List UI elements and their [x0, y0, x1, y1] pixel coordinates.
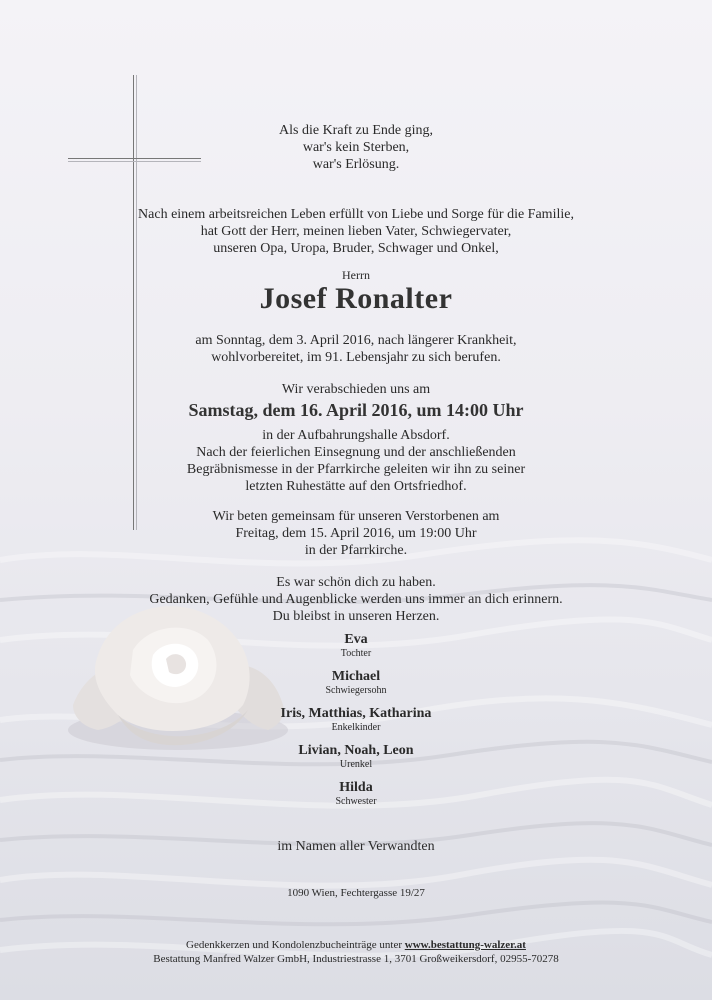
death-info-line: am Sonntag, dem 3. April 2016, nach längerer Krankheit, — [195, 333, 517, 348]
relative-entry — [0, 780, 712, 808]
footer-line-1 — [0, 938, 712, 952]
relative-name: Livian, Noah, Leon — [298, 743, 414, 758]
prayer-line: Wir beten gemeinsam für unseren Verstorbenen am — [212, 509, 500, 524]
on-behalf: im Namen aller Verwandten — [277, 839, 435, 854]
relative-entry — [0, 706, 712, 734]
intro-text — [0, 206, 712, 257]
closing-line: Du bleibst in unseren Herzen. — [272, 609, 440, 624]
relative-entry — [0, 632, 712, 660]
farewell-line: letzten Ruhestätte auf den Ortsfriedhof. — [245, 479, 467, 494]
farewell-line: Begräbnismesse in der Pfarrkirche geleiten wir ihn zu seiner — [186, 462, 526, 477]
relative-name: Hilda — [339, 780, 373, 795]
relative-role: Urenkel — [339, 759, 373, 770]
relative-entry — [0, 669, 712, 697]
epigraph-line: war's Erlösung. — [312, 157, 400, 172]
prayer-line: Freitag, dem 15. April 2016, um 19:00 Uhr — [235, 526, 477, 541]
death-info — [0, 332, 712, 366]
relative-role: Enkelkinder — [331, 722, 381, 733]
closing-line: Gedanken, Gefühle und Augenblicke werden uns immer an dich erinnern. — [149, 592, 563, 607]
intro-line: unseren Opa, Uropa, Bruder, Schwager und Onkel, — [213, 241, 499, 256]
epigraph-line: Als die Kraft zu Ende ging, — [279, 123, 433, 138]
prayer-line: in der Pfarrkirche. — [304, 543, 408, 558]
deceased-name: Josef Ronalter — [259, 282, 453, 315]
farewell-intro: Wir verabschieden uns am — [281, 382, 431, 397]
relative-name: Eva — [344, 632, 368, 647]
epigraph-line: war's kein Sterben, — [302, 140, 410, 155]
footer — [0, 938, 712, 966]
relative-entry — [0, 743, 712, 771]
epigraph — [0, 122, 712, 173]
farewell-line: Nach der feierlichen Einsegnung und der anschließenden — [196, 445, 516, 460]
website-link[interactable]: www.bestattung-walzer.at — [404, 939, 526, 951]
relative-name: Iris, Matthias, Katharina — [280, 706, 432, 721]
closing-line: Es war schön dich zu haben. — [276, 575, 436, 590]
relative-name: Michael — [331, 669, 381, 684]
farewell-line: in der Aufbahrungshalle Absdorf. — [262, 428, 450, 443]
intro-line: hat Gott der Herr, meinen lieben Vater, Schwiegervater, — [200, 224, 512, 239]
intro-line: Nach einem arbeitsreichen Leben erfüllt von Liebe und Sorge für die Familie, — [138, 207, 574, 222]
relative-role: Tochter — [340, 648, 372, 659]
relative-role: Schwiegersohn — [325, 685, 387, 696]
footer-line-2: Bestattung Manfred Walzer GmbH, Industriestrasse 1, 3701 Großweikersdorf, 02955-70278 — [153, 953, 559, 965]
footer-text: Gedenkkerzen und Kondolenzbucheinträge unter — [186, 939, 402, 951]
death-info-line: wohlvorbereitet, im 91. Lebensjahr zu sich berufen. — [211, 350, 501, 365]
relative-role: Schwester — [335, 796, 377, 807]
prayer-info — [0, 508, 712, 559]
farewell-details — [0, 427, 712, 495]
salutation: Herrn — [342, 268, 370, 282]
farewell-date: Samstag, dem 16. April 2016, um 14:00 Uhr — [188, 400, 524, 420]
address: 1090 Wien, Fechtergasse 19/27 — [287, 887, 425, 899]
closing-text — [0, 574, 712, 625]
relatives-list — [0, 632, 712, 808]
